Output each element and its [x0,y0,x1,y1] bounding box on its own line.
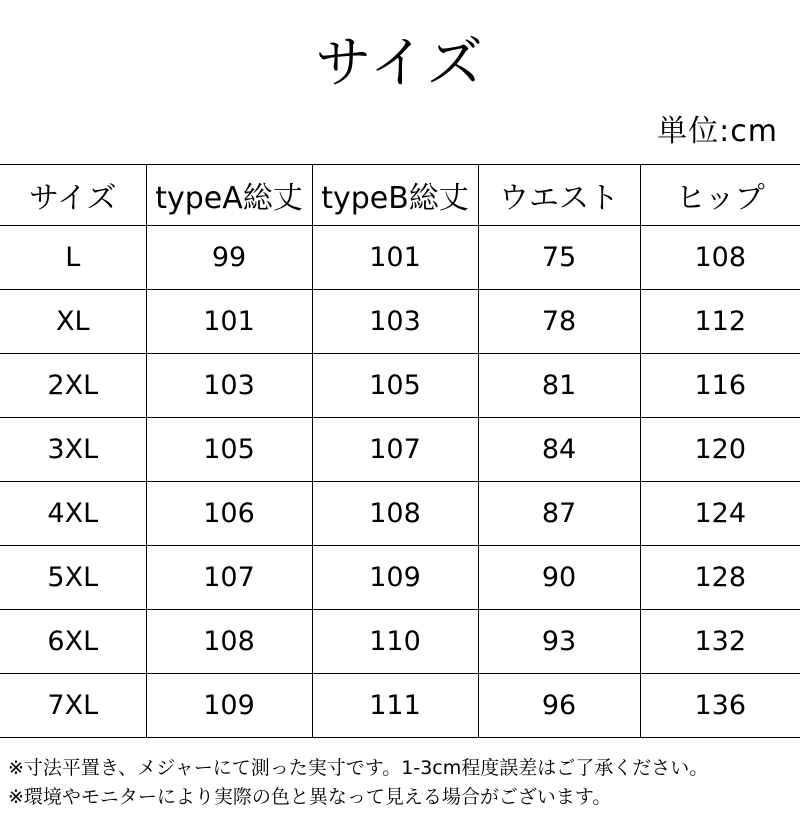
cell-waist: 75 [478,226,640,290]
cell-waist: 93 [478,610,640,674]
cell-typea-length: 105 [146,418,312,482]
table-row [0,610,800,674]
cell-typeb-length: 101 [312,226,478,290]
column-header-typeb-length: typeB総丈 [312,165,478,226]
cell-waist: 96 [478,674,640,738]
cell-hip: 128 [640,546,800,610]
cell-typea-length: 99 [146,226,312,290]
cell-size: 3XL [0,418,146,482]
unit-label: 単位:cm [657,114,778,149]
cell-typeb-length: 111 [312,674,478,738]
cell-size: 4XL [0,482,146,546]
cell-typeb-length: 108 [312,482,478,546]
cell-typea-length: 108 [146,610,312,674]
column-header-waist: ウエスト [478,165,640,226]
cell-typeb-length: 107 [312,418,478,482]
page-title: サイズ [315,31,485,96]
table-row [0,674,800,738]
cell-size: L [0,226,146,290]
table-row [0,354,800,418]
cell-size: 2XL [0,354,146,418]
table-row [0,418,800,482]
cell-typea-length: 109 [146,674,312,738]
cell-size: XL [0,290,146,354]
table-header-row [0,165,800,226]
cell-waist: 87 [478,482,640,546]
table-row [0,290,800,354]
cell-waist: 90 [478,546,640,610]
cell-hip: 116 [640,354,800,418]
cell-typeb-length: 105 [312,354,478,418]
cell-hip: 132 [640,610,800,674]
notes [0,738,800,813]
note-measurement: ※寸法平置き、メジャーにて測った実寸です。1-3cm程度誤差はご了承ください。 [8,757,709,779]
column-header-hip: ヒップ [640,165,800,226]
size-table [0,164,800,738]
cell-size: 7XL [0,674,146,738]
table-row [0,482,800,546]
column-header-size: サイズ [0,165,146,226]
cell-typea-length: 107 [146,546,312,610]
column-header-typea-length: typeA総丈 [146,165,312,226]
cell-waist: 81 [478,354,640,418]
cell-hip: 136 [640,674,800,738]
table-row [0,546,800,610]
cell-hip: 124 [640,482,800,546]
cell-waist: 84 [478,418,640,482]
cell-typea-length: 106 [146,482,312,546]
cell-typeb-length: 110 [312,610,478,674]
cell-typea-length: 103 [146,354,312,418]
cell-typea-length: 101 [146,290,312,354]
cell-hip: 108 [640,226,800,290]
cell-waist: 78 [478,290,640,354]
table-row [0,226,800,290]
cell-hip: 112 [640,290,800,354]
cell-typeb-length: 109 [312,546,478,610]
cell-typeb-length: 103 [312,290,478,354]
cell-size: 5XL [0,546,146,610]
cell-size: 6XL [0,610,146,674]
note-color: ※環境やモニターにより実際の色と異なって見える場合がございます。 [8,786,612,809]
cell-hip: 120 [640,418,800,482]
